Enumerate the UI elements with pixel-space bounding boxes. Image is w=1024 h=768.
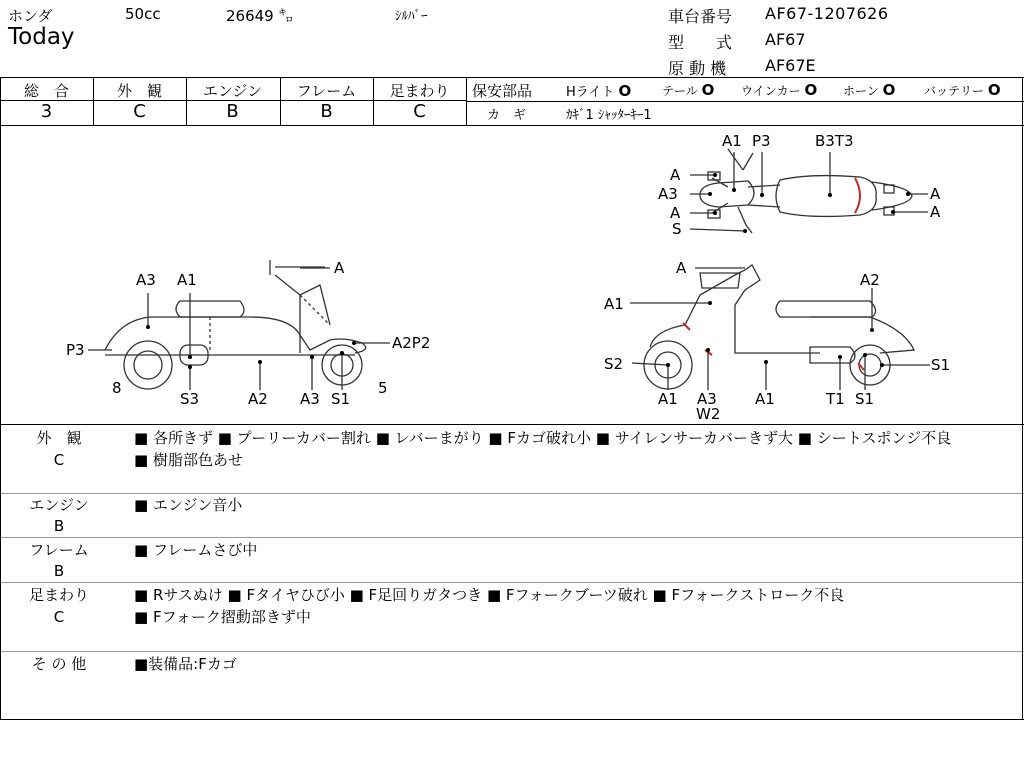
safety-item-name: ウインカー <box>741 84 801 98</box>
section-label: フレーム <box>29 541 89 559</box>
diagram-label: B3T3 <box>815 132 854 150</box>
safety-item-mark: O <box>882 81 896 99</box>
diagram-label: S1 <box>931 356 951 374</box>
section-grade: C <box>53 451 65 469</box>
model-code-label: 型 式 <box>668 33 733 52</box>
grade-value-suspension: C <box>413 101 426 122</box>
diagram-label: A <box>334 259 345 277</box>
note-item: ■ エンジン音小 <box>134 496 243 514</box>
grade-label-overall: 総 合 <box>23 82 69 100</box>
grade-label-suspension: 足まわり <box>389 82 450 100</box>
maker: ホンダ <box>8 7 53 25</box>
safety-label: 保安部品 <box>472 82 533 100</box>
damage-diagram <box>0 125 1024 425</box>
leader-lines <box>88 152 930 390</box>
grade-label-frame: フレーム <box>296 82 357 100</box>
section-label: 足まわり <box>28 586 89 604</box>
section-notes <box>134 427 1014 471</box>
safety-item-tail <box>662 81 714 99</box>
safety-item-name: Hライト <box>566 85 615 100</box>
diagram-label: A <box>670 204 681 222</box>
diagram-label: A3 <box>697 390 717 408</box>
diagram-label: S <box>672 220 682 238</box>
divider <box>466 101 1024 102</box>
section-grade: C <box>53 608 65 626</box>
section-notes <box>134 494 1014 516</box>
diagram-label: S3 <box>180 390 200 408</box>
diagram-label: A1 <box>604 295 624 313</box>
note-item: ■ Fフォーク摺動部きず中 <box>134 608 311 626</box>
diagram-label: A3 <box>658 185 678 203</box>
section-label: 外 観 <box>36 429 82 447</box>
note-item: ■ レバーまがり <box>375 429 484 447</box>
engine-code: AF67E <box>765 56 816 75</box>
safety-item-name: ホーン <box>843 84 879 98</box>
key-value: ｶｷﾞ1 ｼｬｯﾀｰｷｰ1 <box>566 108 652 123</box>
safety-item-battery <box>924 81 1001 99</box>
diagram-label: P3 <box>752 132 771 150</box>
note-item: ■ サイレンサーカバーきず大 <box>595 429 793 447</box>
diagram-label: S2 <box>604 355 624 373</box>
safety-item-winker <box>741 81 817 99</box>
grade-label-engine: エンジン <box>202 82 263 100</box>
note-item: ■ Fフォークブーツ破れ <box>486 586 648 604</box>
diagram-label: 5 <box>378 379 388 397</box>
model-code: AF67 <box>765 30 806 49</box>
safety-item-horn <box>843 81 895 99</box>
key-label: カ ギ <box>487 108 527 123</box>
section-grade: B <box>53 562 65 580</box>
color: ｼﾙﾊﾞｰ <box>395 9 428 24</box>
displacement: 50cc <box>125 5 161 23</box>
top-view-scooter <box>700 149 912 233</box>
safety-item-name: テール <box>662 84 698 98</box>
note-item: ■ Fタイヤひび小 <box>227 586 345 604</box>
divider <box>0 651 1024 652</box>
section-notes <box>134 584 1014 628</box>
divider <box>0 77 1024 78</box>
safety-item-mark: O <box>987 81 1001 99</box>
grade-value-engine: B <box>226 101 239 122</box>
diagram-label: A2 <box>248 390 268 408</box>
note-item: ■ Rサスぬけ <box>134 586 223 604</box>
note-item: ■ 樹脂部色あせ <box>134 451 243 469</box>
diagram-label: A <box>930 185 941 203</box>
diagram-label: A <box>676 259 687 277</box>
section-notes <box>134 653 1014 675</box>
divider <box>0 582 1024 583</box>
diagram-label: A1 <box>658 390 678 408</box>
divider <box>466 77 467 125</box>
diagram-label: S1 <box>855 390 875 408</box>
section-notes <box>134 539 1014 561</box>
diagram-label: T1 <box>826 390 845 408</box>
safety-item-mark: O <box>701 81 715 99</box>
note-item: ■ F足回りガタつき <box>349 586 483 604</box>
note-item: ■ プーリーカバー割れ <box>217 429 371 447</box>
note-item: ■ フレームさび中 <box>134 541 258 559</box>
grade-label-exterior: 外 観 <box>116 82 162 100</box>
diagram-label: A <box>930 203 941 221</box>
diagram-label: A1 <box>722 132 742 150</box>
diagram-label: S1 <box>331 390 351 408</box>
grade-value-overall: 3 <box>40 101 53 122</box>
safety-item-headlight <box>566 81 631 100</box>
leader-dots <box>146 173 910 369</box>
diagram-label: A3 <box>300 390 320 408</box>
frame-no: AF67-1207626 <box>765 4 889 23</box>
section-label: そ の 他 <box>31 655 87 673</box>
section-label: エンジン <box>29 496 89 514</box>
note-item: ■装備品:Fカゴ <box>134 655 237 673</box>
grade-value-exterior: C <box>133 101 146 122</box>
safety-item-name: バッテリー <box>924 84 985 98</box>
diagram-label: A <box>670 166 681 184</box>
mileage: 26649 ㌔ <box>226 7 294 25</box>
diagram-label: A1 <box>177 271 197 289</box>
note-item: ■ Fフォークストローク不良 <box>652 586 845 604</box>
note-item: ■ Fカゴ破れ小 <box>488 429 591 447</box>
section-grade: B <box>53 517 65 535</box>
diagram-label: A3 <box>136 271 156 289</box>
safety-item-mark: O <box>804 81 818 99</box>
diagram-label: A2P2 <box>392 334 431 352</box>
model-name: Today <box>8 24 75 50</box>
note-item: ■ シートスポンジ不良 <box>797 429 952 447</box>
note-item: ■ 各所きず <box>134 429 213 447</box>
diagram-label: A2 <box>860 271 880 289</box>
engine-code-label: 原 動 機 <box>668 59 727 78</box>
divider <box>0 537 1024 538</box>
frame-no-label: 車台番号 <box>668 7 733 26</box>
diagram-label: A1 <box>755 390 775 408</box>
divider <box>0 719 1024 720</box>
diagram-label: 8 <box>112 379 122 397</box>
diagram-label: W2 <box>696 405 721 423</box>
grade-value-frame: B <box>320 101 333 122</box>
diagram-label: P3 <box>66 341 85 359</box>
safety-item-mark: O <box>618 82 632 100</box>
